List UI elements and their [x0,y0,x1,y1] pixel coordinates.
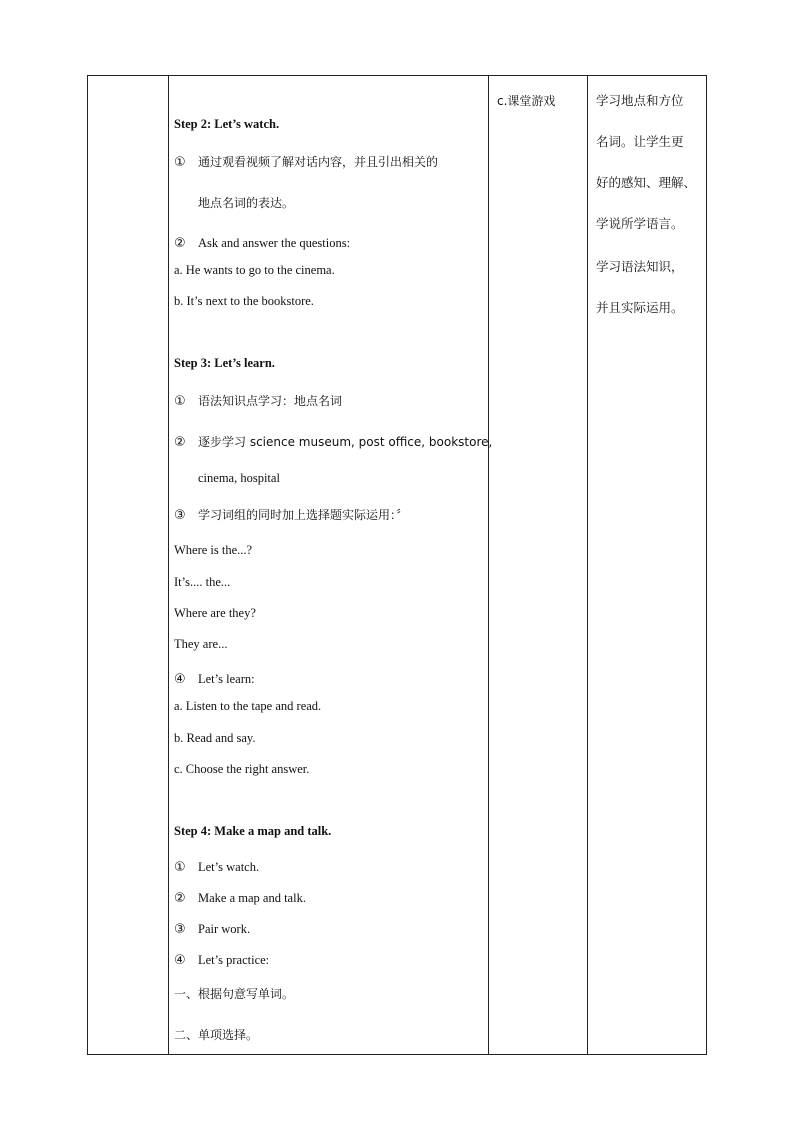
step4-exercise-2: 二、单项选择。 [174,1028,259,1042]
purpose-line: 学习语法知识， [596,259,684,274]
step3-item3: ③ 学习词组的同时加上选择题实际运用：〞 [174,508,409,523]
lesson-plan-table [87,75,707,1055]
step2-answer-b: b. It’s next to the bookstore. [174,294,314,308]
purpose-line: 好的感知、理解、 [596,175,697,190]
purpose-line: 名词。让学生更 [596,134,684,149]
step4-title: Step 4: Make a map and talk. [174,824,332,838]
step3-question-2: It’s.... the... [174,575,231,589]
step2-item1: ① 通过观看视频了解对话内容，并且引出相关的 [174,155,439,170]
step3-item1: ① 语法知识点学习：地点名词 [174,394,343,409]
step4-item1: ① Let’s watch. [174,860,260,875]
purpose-line: 并且实际运用。 [596,300,684,315]
design-purpose-cell [588,76,707,1054]
step3-item2-cont: cinema, hospital [198,471,280,485]
student-activity-cell [489,76,587,1054]
step3-item4: ④ Let’s learn: [174,672,255,687]
step2-answer-a: a. He wants to go to the cinema. [174,263,335,277]
purpose-line: 学说所学语言。 [596,216,684,231]
teaching-procedure-cell [168,76,493,1054]
step4-item4: ④ Let’s practice: [174,953,270,968]
step2-title: Step 2: Let’s watch. [174,117,280,131]
step3-task-c: c. Choose the right answer. [174,762,310,776]
step3-question-4: They are... [174,637,228,651]
activity-text: c.课堂游戏 [497,94,556,108]
step3-task-a: a. Listen to the tape and read. [174,699,322,713]
step2-item1-cont: 地点名词的表达。 [198,196,295,210]
step3-question-3: Where are they? [174,606,256,620]
step4-item2: ② Make a map and talk. [174,891,306,906]
step3-title: Step 3: Let’s learn. [174,356,275,370]
step4-item3: ③ Pair work. [174,922,251,937]
step3-item2: ② 逐步学习 science museum, post office, bookstore, [174,435,493,450]
step4-exercise-1: 一、根据句意写单词。 [174,987,295,1001]
step3-task-b: b. Read and say. [174,731,256,745]
step2-item2: ② Ask and answer the questions: [174,236,351,251]
step3-question-1: Where is the...? [174,543,253,557]
empty-label-cell [88,76,168,1054]
purpose-line: 学习地点和方位 [596,93,684,108]
